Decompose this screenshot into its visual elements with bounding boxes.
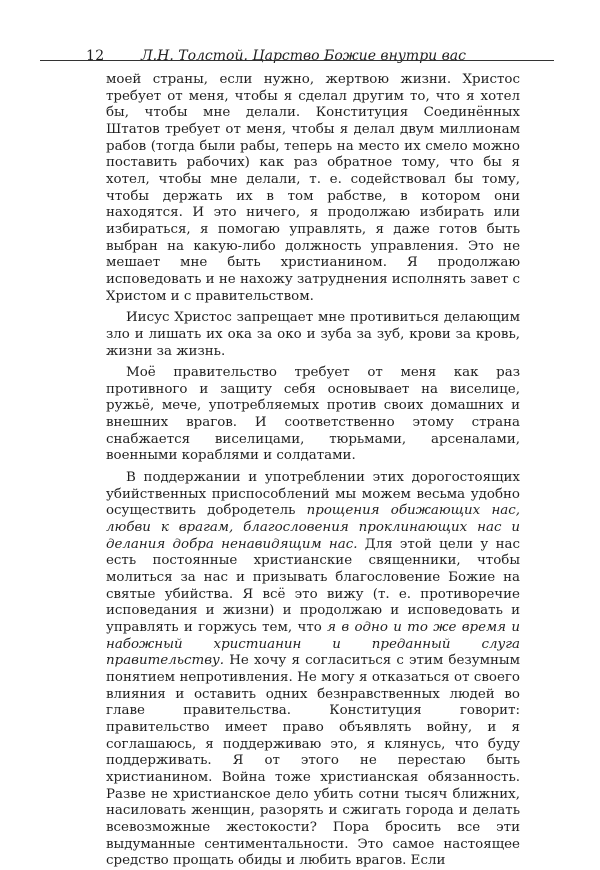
page-number: 12 (86, 48, 105, 64)
page-header (86, 48, 518, 66)
paragraph-text: Моё правительство требует от меня как раз противного и защиту себя основывает на виселице, ружьё, мече, употребляемых против своих домашних и внешних врагов. И соответственно этому страна снабжается виселицами, тюрьмами, арсеналами, военными кораблями и солдатами. (106, 365, 520, 464)
paragraph (106, 470, 520, 870)
paragraph-text: Не хочу я согласиться с этим безумным понятием непротивления. Не могу я отказаться от своего влияния и оставить одних безнравственных людей во главе правительства. Конституция говорит: правительство имеет право объявлять войну, и я соглашаюсь, я поддерживаю это, я клянусь, что буду поддерживать. Я от этого не перестаю быть христианином. Война тоже христианская обязанность. Разве не христианское дело убить сотни тысяч ближних, насиловать женщин, разорять и сжигать города и делать всевозможные жестокости? Пора бросить все эти выдуманные сентиментальности. Это самое настоящее средство прощать обиды и любить врагов. Если (106, 653, 520, 869)
paragraph (106, 365, 520, 465)
paragraph-text: Иисус Христос запрещает мне противиться делающим зло и лишать их ока за око и зуба за зуб, крови за кровь, жизни за жизнь. (106, 310, 520, 359)
paragraph (106, 310, 520, 360)
paragraph (106, 72, 520, 305)
italic-quote: прощения обижающих нас, любви к врагам, благословения проклинающих нас и делания добра ненавидящим нас. (106, 503, 521, 552)
paragraph-text: моей страны, если нужно, жертвою жизни. Христос требует от меня, чтобы я сделал другим то, что я хотел бы, чтобы мне делали. Конституция Соединённых Штатов требует от меня, чтобы я делал двум миллионам рабов (тогда были рабы, теперь на место их смело можно поставить рабочих) как раз обратное тому, что бы я хотел, чтобы мне делали, т. е. содействовал бы тому, чтобы держать их в том рабстве, в котором они находятся. И это ничего, я продолжаю избирать или избираться, я помогаю управлять, я даже готов быть выбран на какую-либо должность управления. Это не мешает мне быть христианином. Я продолжаю исповедовать и не нахожу затруднения исполнять завет с Христом и с правительством. (106, 72, 520, 304)
body-text (106, 72, 520, 870)
italic-quote: я в одно и то же время и набожный христианин и преданный слуга правительству. (106, 620, 520, 669)
paragraph-text: В поддержании и употреблении этих дорогостоящих убийственных приспособлений мы можем весьма удобно осуществить добродетель (106, 470, 520, 519)
running-head: Л.Н. Толстой. Царство Божие внутри вас (141, 48, 466, 64)
paragraph-text: Для этой цели у нас есть постоянные христианские священники, чтобы молиться за нас и призывать благословение Божие на святые убийства. Я всё это вижу (т. е. противоречие исповедания и жизни) и продолжаю и исповедовать и управлять и горжусь тем, что (106, 536, 520, 635)
header-rule (40, 60, 554, 61)
